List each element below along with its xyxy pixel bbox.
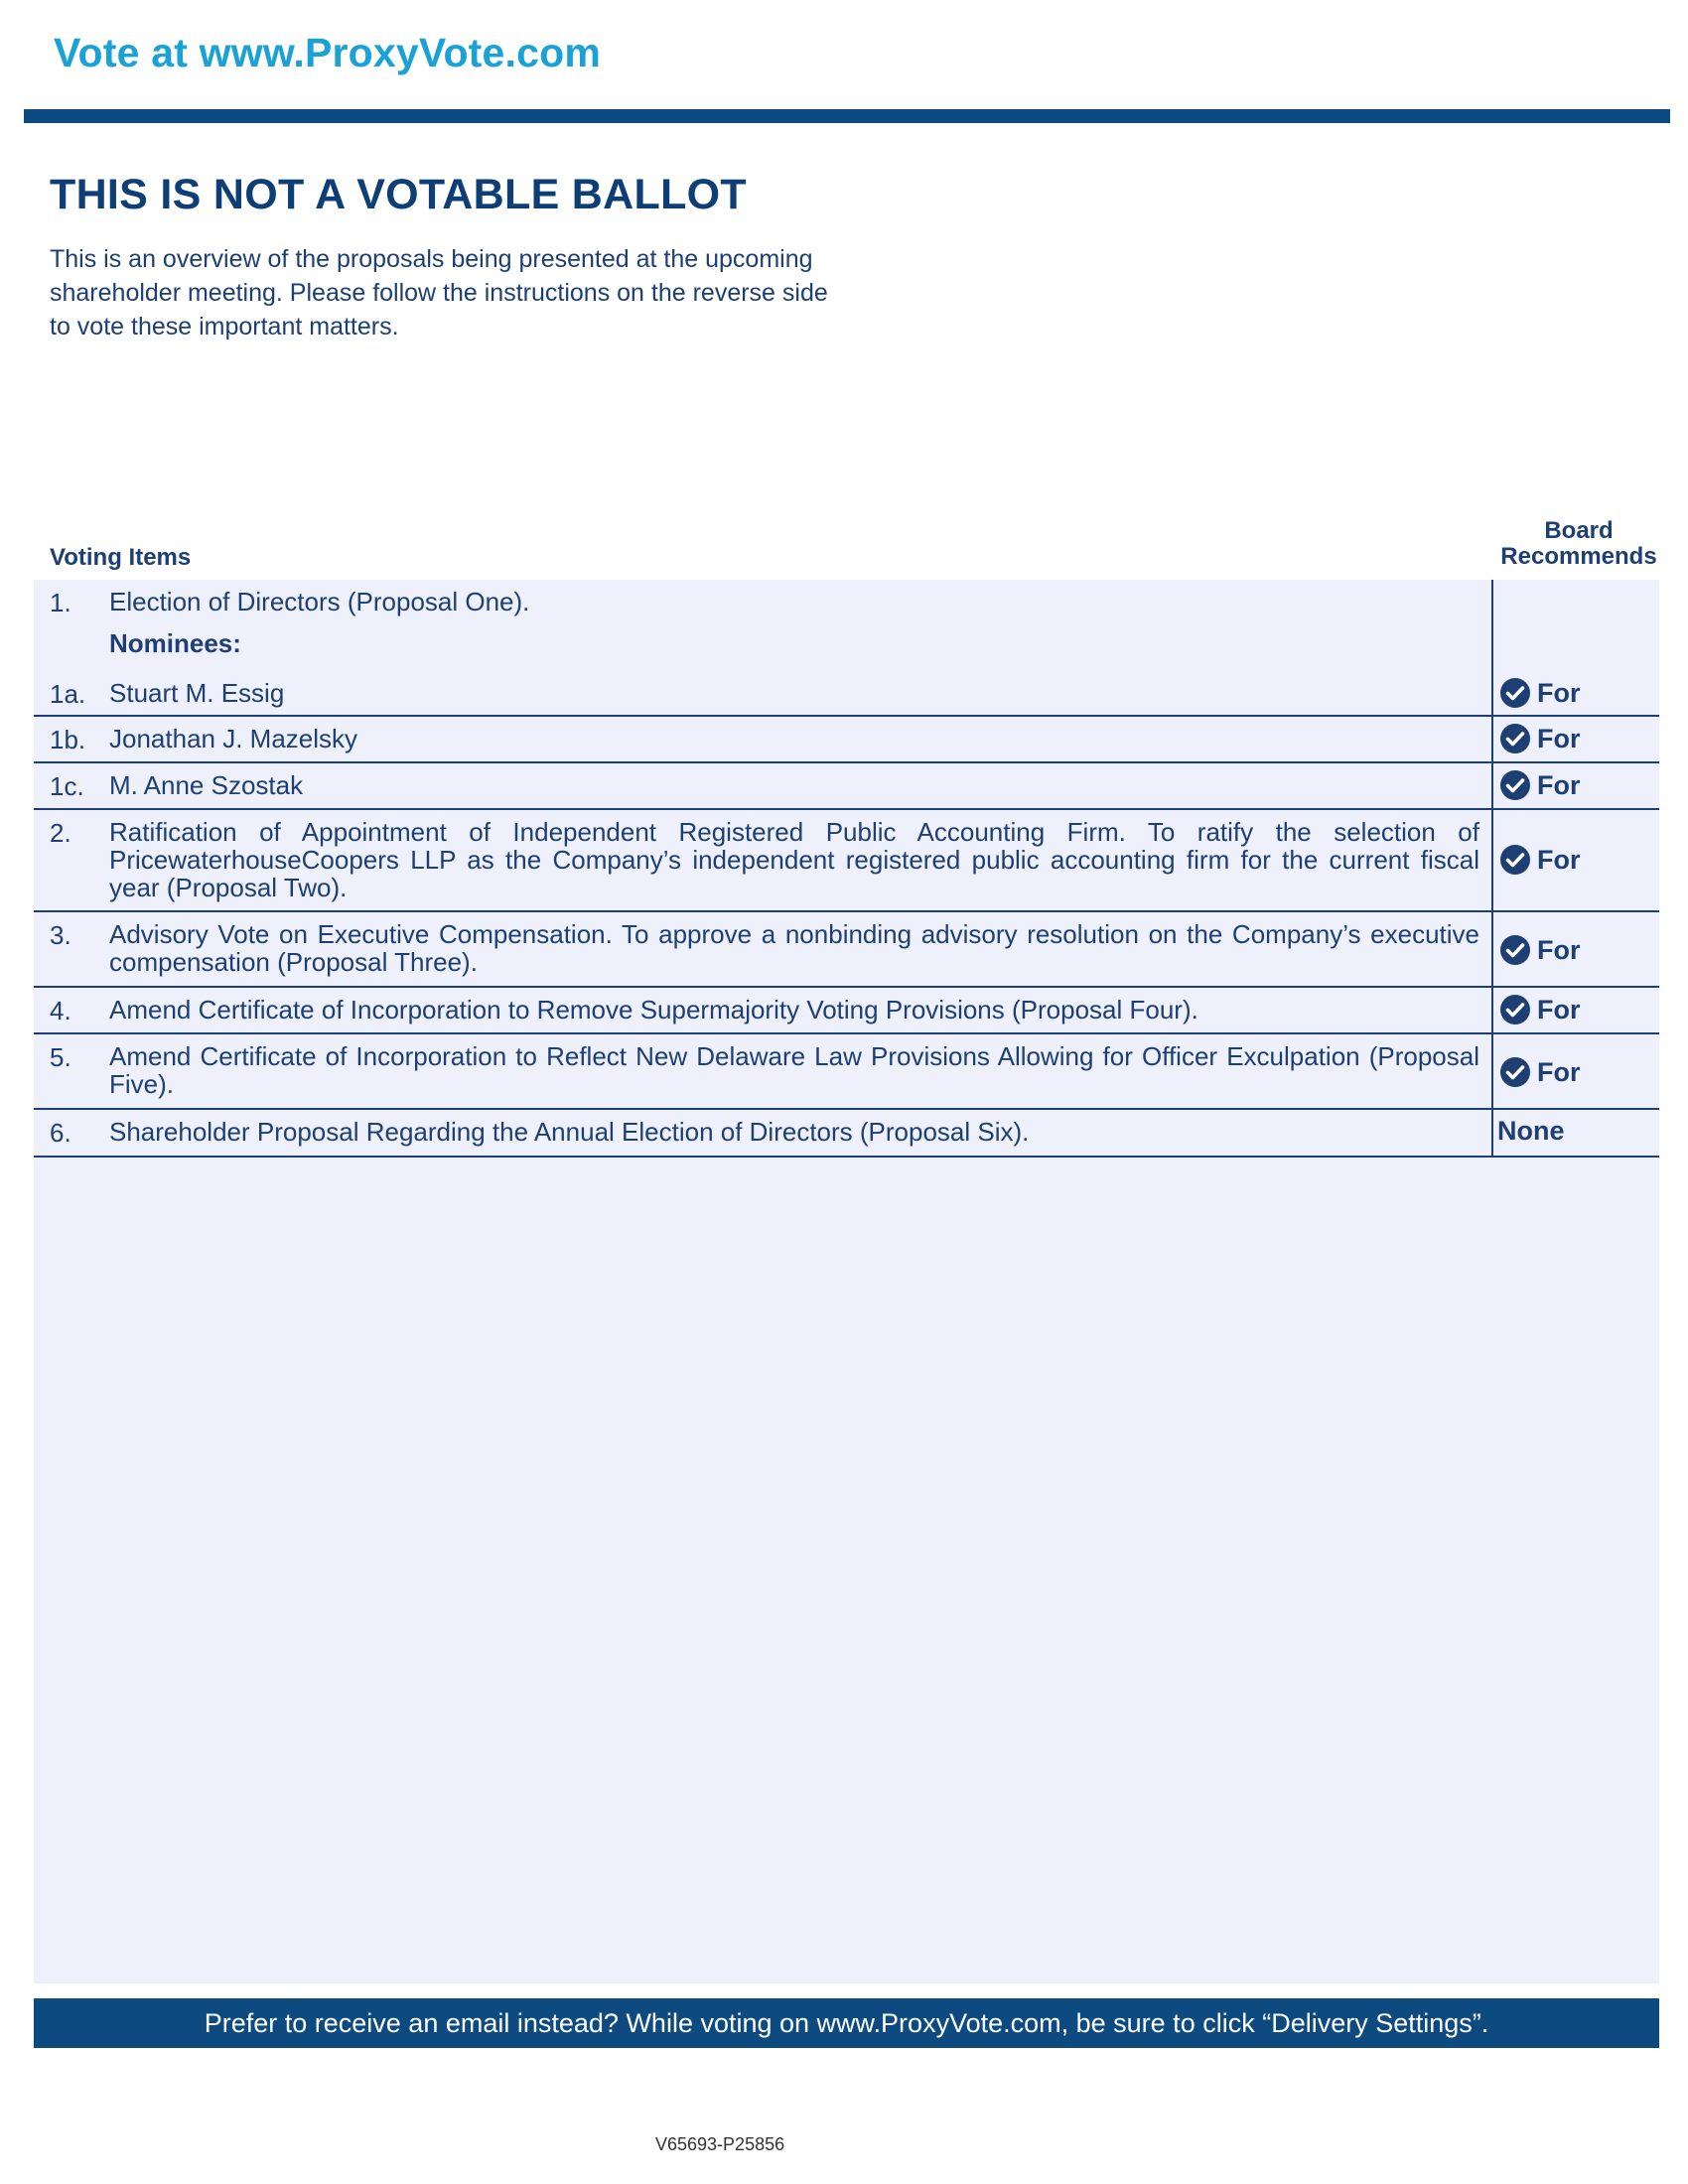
recommendation-value: For (1537, 769, 1581, 800)
table-row (34, 580, 1659, 625)
item-text: Stuart M. Essig (109, 678, 285, 708)
board-header-line2: Recommends (1500, 543, 1657, 570)
board-recommendation (1497, 1116, 1646, 1147)
item-text: Amend Certificate of Incorporation to Remove Supermajority Voting Provisions (Proposal Four). (109, 995, 1198, 1024)
delivery-settings-banner (34, 1998, 1659, 2048)
item-number: 1a. (50, 679, 86, 709)
table-row (34, 717, 1659, 763)
board-recommendation (1499, 723, 1648, 754)
table-row (34, 912, 1659, 988)
item-text: Election of Directors (Proposal One). (109, 587, 530, 616)
column-header-voting-items: Voting Items (50, 544, 192, 571)
item-text: M. Anne Szostak (109, 770, 304, 800)
check-circle-icon (1499, 769, 1531, 801)
email-prompt-text: Prefer to receive an email instead? While voting on www.ProxyVote.com, be sure to click “Delivery Settings”. (204, 2007, 1489, 2038)
check-circle-icon (1499, 934, 1531, 966)
page-title: THIS IS NOT A VOTABLE BALLOT (50, 171, 747, 218)
item-number: 1. (50, 588, 71, 617)
recommendation-value: None (1497, 1116, 1565, 1146)
board-header-line1: Board (1544, 517, 1614, 544)
item-number: 1b. (50, 725, 86, 754)
item-text: Amend Certificate of Incorporation to Reflect New Delaware Law Provisions Allowing for Officer Exculpation (Proposal Five). (109, 1041, 1479, 1099)
table-row (34, 810, 1659, 912)
item-number: 6. (50, 1118, 71, 1148)
item-text: Jonathan J. Mazelsky (109, 724, 358, 753)
item-text: Ratification of Appointment of Independent Registered Public Accounting Firm. To ratify the selection of PricewaterhouseCoopers LLP as the Company’s independent registered public accounting firm for the current fiscal year (Proposal Two). (109, 817, 1479, 902)
check-circle-icon (1499, 677, 1531, 709)
check-circle-icon (1499, 994, 1531, 1025)
table-row (34, 671, 1659, 717)
item-text: Advisory Vote on Executive Compensation. To approve a nonbinding advisory resolution on the Company’s executive compensation (Proposal Three). (109, 919, 1479, 977)
recommendation-value: For (1537, 1056, 1581, 1087)
voting-items-table (34, 580, 1659, 1158)
table-row (34, 1034, 1659, 1110)
recommendation-value: For (1537, 723, 1581, 753)
top-rule (24, 109, 1670, 123)
item-number: 2. (50, 818, 71, 848)
table-row (34, 763, 1659, 810)
check-circle-icon (1499, 1056, 1531, 1088)
board-recommendation (1499, 769, 1648, 801)
table-row (34, 1110, 1659, 1158)
document-code: V65693-P25856 (655, 2134, 785, 2154)
item-number: 5. (50, 1042, 71, 1072)
board-recommendation (1499, 994, 1648, 1025)
board-recommendation (1499, 844, 1648, 876)
recommendation-value: For (1537, 844, 1581, 875)
nominees-label: Nominees: (109, 628, 241, 658)
item-number: 1c. (50, 771, 84, 801)
recommendation-value: For (1537, 677, 1581, 708)
item-number: 4. (50, 996, 71, 1025)
vote-url-header: Vote at www.ProxyVote.com (54, 30, 602, 75)
board-recommendation (1499, 1056, 1648, 1088)
item-number: 3. (50, 920, 71, 950)
intro-text: This is an overview of the proposals being presented at the upcoming shareholder meeting. Please follow the instructions on the reverse side to vote these important matters. (50, 245, 828, 341)
column-header-board-recommends (1489, 518, 1668, 570)
recommendation-value: For (1537, 994, 1581, 1024)
board-recommendation (1499, 677, 1648, 709)
check-circle-icon (1499, 844, 1531, 876)
item-text: Shareholder Proposal Regarding the Annual Election of Directors (Proposal Six). (109, 1117, 1030, 1147)
table-row (34, 988, 1659, 1034)
board-recommendation (1499, 934, 1648, 966)
table-row (34, 625, 1659, 671)
recommendation-value: For (1537, 934, 1581, 965)
check-circle-icon (1499, 723, 1531, 754)
